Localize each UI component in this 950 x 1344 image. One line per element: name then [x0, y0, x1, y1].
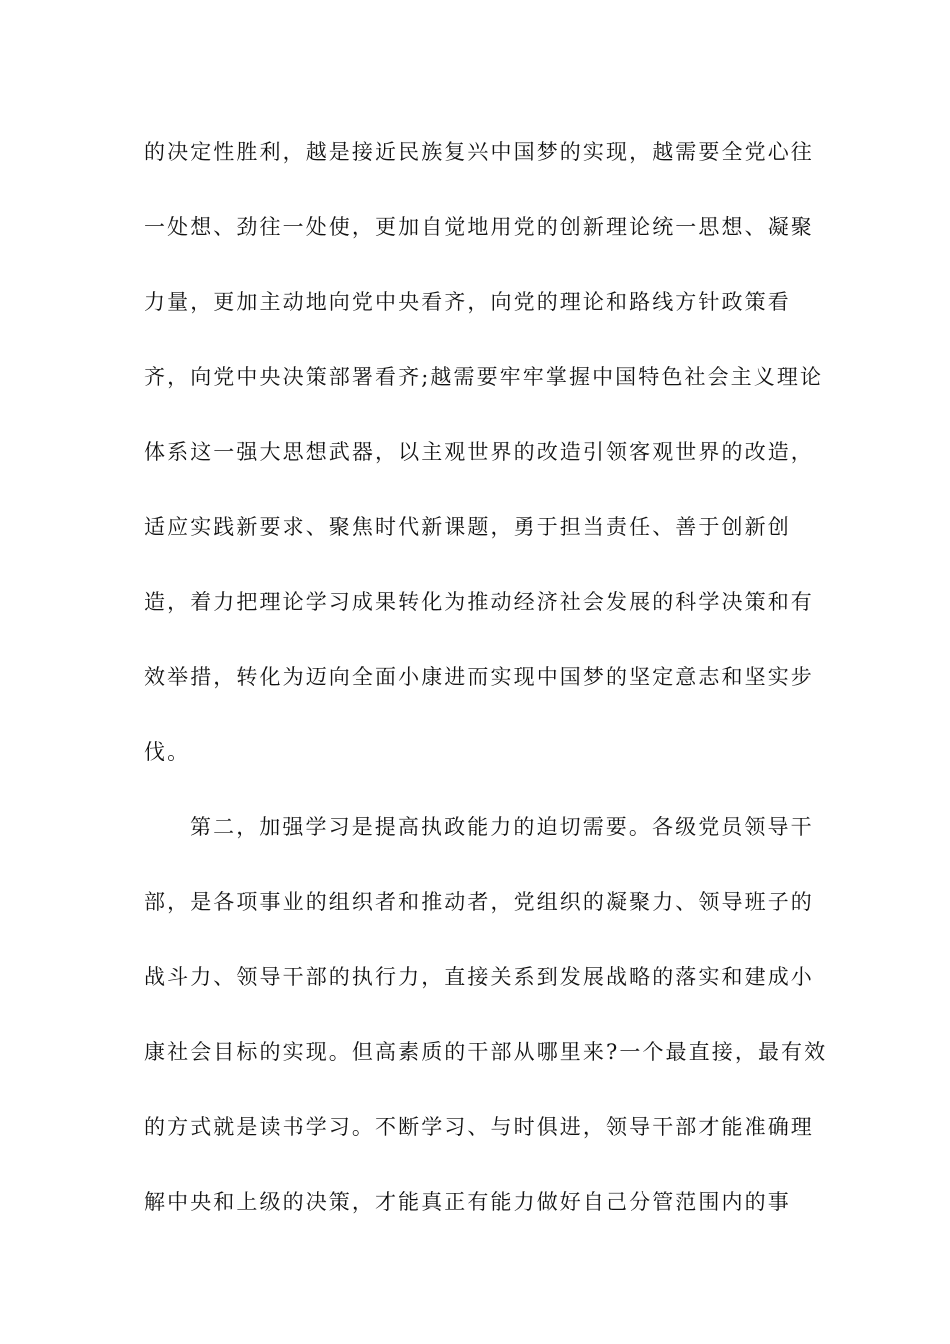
text-line: 齐，向党中央决策部署看齐;越需要牢牢掌握中国特色社会主义理论	[144, 365, 824, 389]
text-line: 的方式就是读书学习。不断学习、与时俱进，领导干部才能准确理	[144, 1115, 814, 1139]
text-line: 体系这一强大思想武器，以主观世界的改造引领客观世界的改造，	[144, 440, 814, 464]
text-line: 康社会目标的实现。但高素质的干部从哪里来?一个最直接，最有效	[144, 1040, 828, 1064]
text-line: 的决定性胜利，越是接近民族复兴中国梦的实现，越需要全党心往	[144, 140, 814, 164]
text-line: 力量，更加主动地向党中央看齐，向党的理论和路线方针政策看	[144, 290, 791, 314]
text-line: 一处想、劲往一处使，更加自觉地用党的创新理论统一思想、凝聚	[144, 215, 814, 239]
text-line: 适应实践新要求、聚焦时代新课题，勇于担当责任、善于创新创	[144, 515, 791, 539]
text-line: 战斗力、领导干部的执行力，直接关系到发展战略的落实和建成小	[144, 965, 814, 989]
body-text	[144, 131, 828, 1256]
paragraph-start-line: 第二，加强学习是提高执政能力的迫切需要。各级党员领导干	[190, 815, 814, 839]
text-line: 效举措，转化为迈向全面小康进而实现中国梦的坚定意志和坚实步	[144, 665, 814, 689]
text-line: 伐。	[144, 740, 191, 764]
text-line: 解中央和上级的决策，才能真正有能力做好自己分管范围内的事	[144, 1190, 791, 1214]
text-line: 部，是各项事业的组织者和推动者，党组织的凝聚力、领导班子的	[144, 890, 814, 914]
text-line: 造，着力把理论学习成果转化为推动经济社会发展的科学决策和有	[144, 590, 814, 614]
